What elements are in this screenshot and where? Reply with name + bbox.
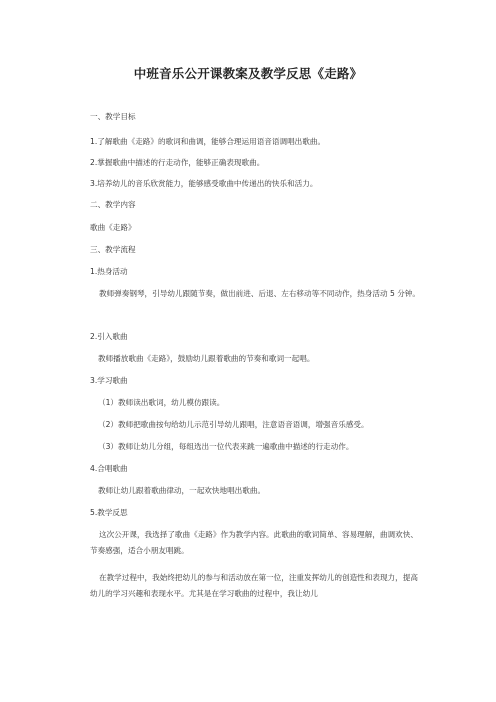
step-heading-warmup: 1.热身活动 [90, 267, 128, 276]
section-heading-process: 三、教学流程 [90, 245, 136, 254]
step-heading-intro: 2.引入歌曲 [90, 332, 128, 341]
step-heading-learn: 3.学习歌曲 [90, 376, 128, 385]
learn-item-3: （3）教师让幼儿分组，每组选出一位代表来跳一遍歌曲中描述的行走动作。 [98, 442, 354, 451]
learn-item-2: （2）教师把歌曲按句给幼儿示范引导幼儿跟唱，注意语音语调，增强音乐感受。 [98, 420, 369, 429]
section-heading-goals: 一、教学目标 [90, 112, 136, 121]
reflection-paragraph-1: 这次公开课，我选择了歌曲《走路》作为教学内容。此歌曲的歌词简单、容易理解，曲调欢快、节奏感强，适合小朋友唱跳。 [90, 530, 418, 555]
document-title: 中班音乐公开课教案及教学反思《走路》 [133, 66, 363, 81]
goal-item-1: 1.了解歌曲《走路》的歌词和曲调，能够合理运用语音语调唱出歌曲。 [90, 137, 326, 146]
reflection-paragraph-2: 在教学过程中，我始终把幼儿的参与和活动放在第一位，注重发挥幼儿的创造性和表现力，提高幼儿的学习兴趣和表现水平。尤其是在学习歌曲的过程中，我让幼儿 [90, 573, 418, 598]
warmup-paragraph: 教师弹奏钢琴，引导幼儿跟随节奏，做出前进、后退、左右移动等不同动作，热身活动 5 分钟。 [99, 289, 420, 298]
goal-item-2: 2.掌握歌曲中描述的行走动作，能够正确表现歌曲。 [90, 158, 265, 167]
goal-item-3: 3.培养幼儿的音乐欣赏能力，能够感受歌曲中传递出的快乐和活力。 [90, 179, 318, 188]
step-heading-reflection: 5.教学反思 [90, 508, 128, 517]
learn-item-1: （1）教师读出歌词，幼儿模仿跟读。 [98, 398, 225, 407]
intro-paragraph: 教师播放歌曲《走路》，鼓励幼儿跟着歌曲的节奏和歌词一起唱。 [98, 354, 315, 363]
step-heading-chorus: 4.合唱歌曲 [90, 464, 128, 473]
chorus-paragraph: 教师让幼儿跟着歌曲律动，一起欢快地唱出歌曲。 [98, 486, 266, 495]
section-heading-content: 二、教学内容 [90, 200, 136, 209]
content-text: 歌曲《走路》 [90, 223, 136, 232]
